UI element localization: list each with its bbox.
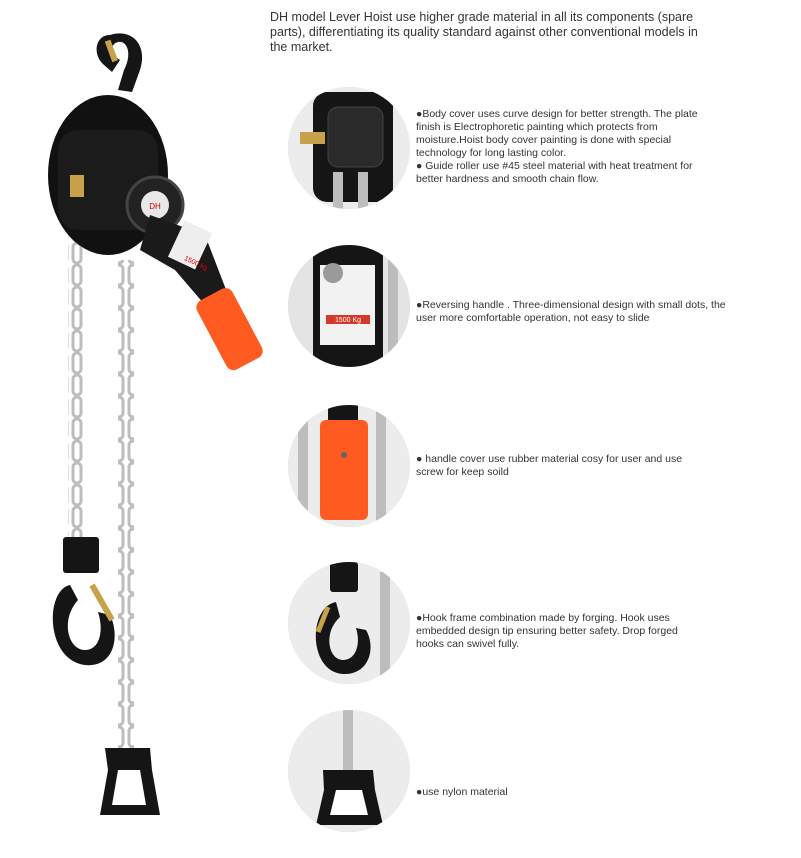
lever-hoist-illustration	[0, 0, 300, 853]
feature-line: ●Reversing handle . Three-dimensional design with small dots, the user more comfortable operation, not easy to slide	[416, 299, 726, 324]
reversing-handle-detail-image	[288, 245, 410, 367]
feature-item	[288, 245, 798, 369]
feature-line: ●use nylon material	[416, 786, 508, 798]
nylon-grip-detail-image	[288, 710, 410, 832]
feature-text	[416, 299, 726, 325]
lever-hoist-image	[0, 0, 300, 853]
brand-label: DH	[149, 202, 161, 211]
rubber-handle-icon	[288, 405, 410, 527]
reversing-handle-icon	[288, 245, 410, 367]
rubber-handle-detail-image	[288, 405, 410, 527]
feature-line: ● handle cover use rubber material cosy for user and use screw for keep soild	[416, 453, 683, 478]
hook-icon	[288, 562, 410, 684]
plate-capacity-label: 1500 Kg	[334, 317, 362, 324]
feature-text	[416, 453, 706, 479]
feature-item	[288, 87, 798, 211]
nylon-grip-icon	[288, 710, 410, 832]
hoist-body-icon	[288, 87, 410, 209]
feature-line: ●Body cover uses curve design for better strength. The plate finish is Electrophoretic painting which protects from moisture.Hoist body cover painting is done with special technology for long lasting color.	[416, 108, 698, 159]
hoist-body-detail-image	[288, 87, 410, 209]
feature-line: ● Guide roller use #45 steel material with heat treatment for better hardness and smooth chain flow.	[416, 160, 693, 185]
feature-text	[416, 786, 616, 799]
capacity-label: 1500 kg	[182, 255, 209, 273]
hook-detail-image	[288, 562, 410, 684]
feature-item	[288, 710, 798, 834]
intro-text: DH model Lever Hoist use higher grade material in all its components (spare parts), differentiating its quality standard against other conventional models in the market.	[270, 10, 698, 54]
feature-item	[288, 562, 798, 686]
feature-text	[416, 612, 706, 651]
feature-text	[416, 108, 716, 186]
feature-line: ●Hook frame combination made by forging. Hook uses embedded design tip ensuring better safety. Drop forged hooks can swivel fully.	[416, 612, 678, 650]
feature-item	[288, 405, 798, 529]
